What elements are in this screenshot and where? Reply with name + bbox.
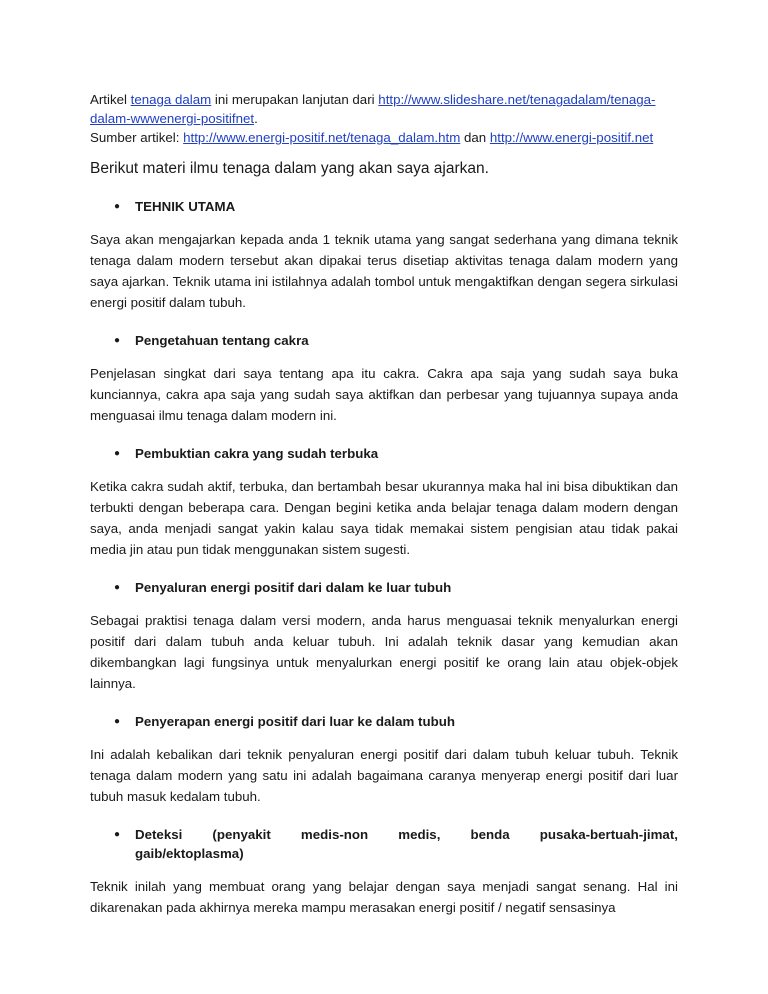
section-body: Sebagai praktisi tenaga dalam versi modern, anda harus menguasai teknik menyalurkan energi positif dari dalam tubuh anda keluar tubuh. Ini adalah teknik dasar yang kemudian akan dikembangkan lagi fungsinya untuk menyalurkan energi positif ke orang lain atau objek-objek lainnya. (90, 613, 678, 691)
source-label: Sumber artikel: (90, 130, 184, 145)
section-heading-pembuktian (90, 444, 678, 463)
deteksi-heading-line1 (135, 825, 678, 844)
heading-word: Deteksi (135, 827, 183, 842)
section-heading-text: Pembuktian cakra yang sudah terbuka (135, 446, 379, 461)
section-body: Teknik inilah yang membuat orang yang belajar dengan saya menjadi sangat senang. Hal ini dikarenakan pada akhirnya mereka mampu merasakan energi positif / negatif sensasinya (90, 879, 678, 915)
heading-word: medis, (398, 827, 441, 842)
section-heading-text: Pengetahuan tentang cakra (135, 333, 309, 348)
link-source-tenaga-dalam[interactable]: http://www.energi-positif.net/tenaga_dalam.htm (183, 130, 461, 145)
heading-word: pusaka-bertuah-jimat, (539, 827, 678, 842)
bullet-icon: ● (114, 582, 121, 593)
deteksi-heading-line2: gaib/ektoplasma) (135, 846, 244, 861)
section-body: Ketika cakra sudah aktif, terbuka, dan bertambah besar ukurannya maka hal ini bisa dibuktikan dan terbukti dengan beberapa cara. Dengan begini ketika anda belajar tenaga dalam modern dengan saya, anda menjadi sangat yakin kalau saya tidak memakai sistem pengisian atau tidak pakai media jin atau pun tidak menggunakan sistem sugesti. (90, 479, 678, 557)
link-source-home[interactable]: http://www.energi-positif.net (489, 130, 654, 145)
section-heading-penyaluran (90, 578, 678, 597)
heading-word: medis-non (300, 827, 369, 842)
section-body: Saya akan mengajarkan kepada anda 1 teknik utama yang sangat sederhana yang dimana teknik tenaga dalam modern tersebut akan dipakai terus disetiap aktivitas tenaga dalam modern yang saya ajarkan. Teknik utama ini istilahnya adalah tombol untuk mengaktifkan dengan segera sirkulasi energi positif dalam tubuh. (90, 232, 678, 310)
intro-text-3: . (254, 111, 258, 126)
section-heading-text: Penyerapan energi positif dari luar ke dalam tubuh (135, 714, 455, 729)
heading-word: benda (470, 827, 510, 842)
bullet-icon: ● (114, 201, 121, 212)
section-body: Ini adalah kebalikan dari teknik penyaluran energi positif dari dalam tubuh keluar tubuh. Teknik tenaga dalam modern yang satu ini adalah bagaimana caranya menyerap energi positif dari luar tubuh masuk kedalam tubuh. (90, 747, 678, 804)
source-text-and: dan (460, 130, 490, 145)
section-body: Penjelasan singkat dari saya tentang apa itu cakra. Cakra apa saja yang sudah saya buka kunciannya, cakra apa saja yang sudah saya aktifkan dan perbesar yang tujuannya supaya anda menguasai ilmu tenaga dalam modern ini. (90, 366, 678, 423)
heading-word: (penyakit (212, 827, 271, 842)
section-heading-text: Penyaluran energi positif dari dalam ke luar tubuh (135, 580, 452, 595)
section-heading-text: TEHNIK UTAMA (135, 199, 236, 214)
section-heading-penyerapan (90, 712, 678, 731)
bullet-icon: ● (114, 829, 121, 840)
section-heading-cakra (90, 331, 678, 350)
bullet-icon: ● (114, 335, 121, 346)
link-slideshare[interactable]: http://www.slideshare.net/tenagadalam/tenaga-dalam-wwwenergi-positifnet (90, 92, 656, 126)
lead-sentence: Berikut materi ilmu tenaga dalam yang akan saya ajarkan. (90, 160, 489, 177)
intro-text-2: ini merupakan lanjutan dari (211, 92, 379, 107)
link-tenaga-dalam[interactable]: tenaga dalam (130, 92, 212, 107)
section-heading-tehnik-utama (90, 197, 678, 216)
section-heading-deteksi (90, 825, 678, 863)
bullet-icon: ● (114, 716, 121, 727)
bullet-icon: ● (114, 448, 121, 459)
intro-text-1: Artikel (90, 92, 131, 107)
intro-paragraph (90, 90, 678, 147)
